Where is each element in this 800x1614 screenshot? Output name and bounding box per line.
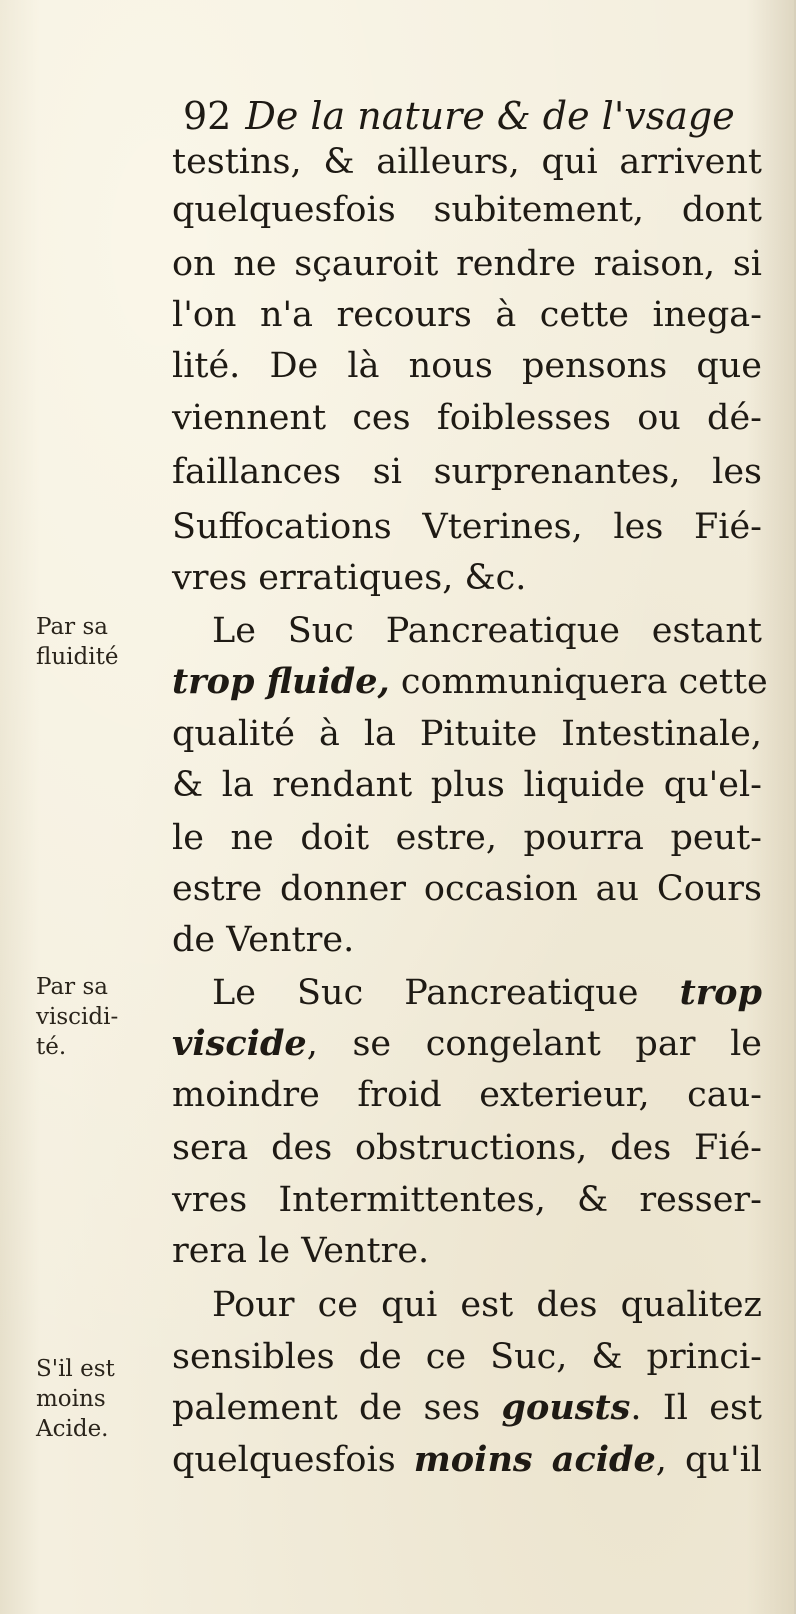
text-line (172, 971, 762, 1015)
line-text: communiquera cette (389, 662, 768, 702)
text-line: & la rendant plus liquide qu'el- (172, 765, 762, 805)
line-text: Le Suc Pancreatique estant (212, 611, 762, 651)
text-line: lité. De là nous pensons que (172, 346, 762, 386)
text-line (172, 609, 762, 653)
text-line: de Ventre. (172, 920, 355, 960)
text-line: quelquesfois subitement, dont (172, 190, 762, 230)
italic-text: trop (679, 972, 762, 1013)
text-line: vres erratiques, &c. (172, 558, 527, 598)
text-line: testins, & ailleurs, qui arrivent (172, 142, 762, 182)
running-header (183, 92, 735, 140)
text-line: sensibles de ce Suc, & princi- (172, 1337, 762, 1377)
text-line (172, 1022, 762, 1066)
running-title: De la nature & de l'vsage (245, 94, 735, 138)
text-line: vres Intermittentes, & resser- (172, 1180, 762, 1220)
text-line: Suffocations Vterines, les Fié- (172, 507, 762, 547)
text-line: sera des obstructions, des Fié- (172, 1128, 762, 1168)
text-line: faillances si surprenantes, les (172, 452, 762, 492)
text-line: qualité à la Pituite Intestinale, (172, 714, 762, 754)
text-line (172, 1386, 762, 1430)
italic-text: moins acide (413, 1439, 656, 1480)
text-line: rera le Ventre. (172, 1231, 430, 1271)
italic-text: trop fluide, (172, 661, 390, 702)
page-number: 92 (183, 94, 232, 138)
text-line (172, 1438, 762, 1482)
text-line: viennent ces foiblesses ou dé- (172, 398, 762, 438)
line-text: palement de ses (172, 1388, 502, 1428)
text-line: moindre froid exterieur, cau- (172, 1075, 762, 1115)
line-text: quelquesfois (172, 1440, 414, 1480)
text-line: le ne doit estre, pourra peut- (172, 818, 762, 858)
line-text: , se congelant par le (306, 1024, 762, 1064)
text-line: on ne sçauroit rendre raison, si (172, 244, 762, 284)
italic-text: gousts (501, 1387, 631, 1428)
line-text: . Il est (630, 1388, 762, 1428)
line-text: , qu'il (655, 1440, 762, 1480)
italic-text: viscide (172, 1023, 307, 1064)
margin-note: Par sa fluidité (36, 614, 119, 670)
margin-note: Par sa viscidi- té. (36, 974, 119, 1060)
margin-note: S'il est moins Acide. (36, 1356, 115, 1442)
text-line: l'on n'a recours à cette inega- (172, 295, 762, 335)
text-line: estre donner occasion au Cours (172, 869, 762, 909)
text-line (172, 660, 768, 704)
text-line: Pour ce qui est des qualitez (212, 1285, 762, 1325)
line-text: Le Suc Pancreatique (212, 973, 680, 1013)
